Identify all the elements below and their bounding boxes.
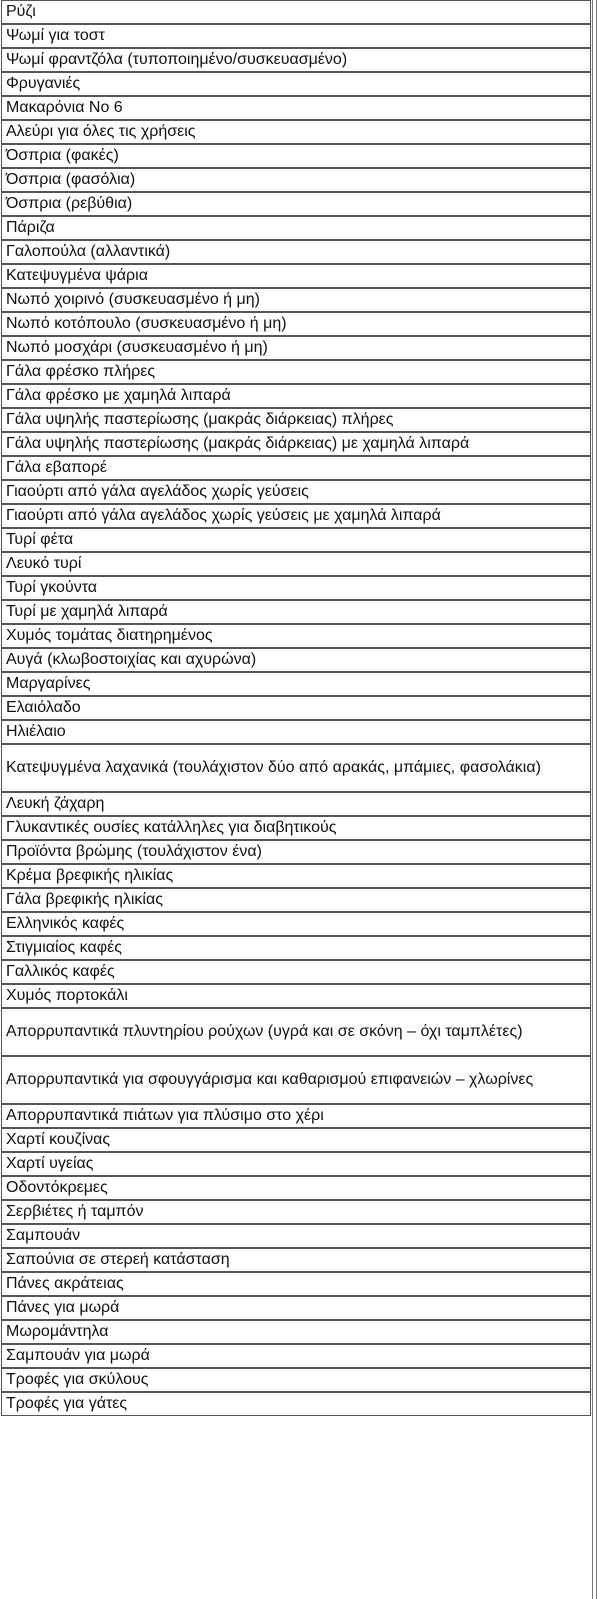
table-row: [1, 1248, 591, 1272]
table-row: [1, 960, 591, 984]
product-name-cell: Απορρυπαντικά για σφουγγάρισμα και καθαρισμού επιφανειών – χλωρίνες: [1, 1056, 591, 1104]
table-row: [1, 0, 591, 24]
table-row: [1, 48, 591, 72]
table-row: [1, 1344, 591, 1368]
product-name-cell: Γάλα υψηλής παστερίωσης (μακράς διάρκειας) πλήρες: [1, 408, 591, 432]
table-row: [1, 984, 591, 1008]
product-name-cell: Ψωμί για τοστ: [1, 24, 591, 48]
product-name-cell: Χυμός τομάτας διατηρημένος: [1, 624, 591, 648]
table-row: [1, 432, 591, 456]
product-name-cell: Κατεψυγμένα ψάρια: [1, 264, 591, 288]
product-name-cell: Σαμπουάν για μωρά: [1, 1344, 591, 1368]
product-name-cell: Απορρυπαντικά πλυντηρίου ρούχων (υγρά και σε σκόνη – όχι ταμπλέτες): [1, 1008, 591, 1056]
table-row: [1, 96, 591, 120]
table-row: [1, 792, 591, 816]
table-row: [1, 24, 591, 48]
table-row: [1, 696, 591, 720]
table-row: [1, 720, 591, 744]
product-name-cell: Ελαιόλαδο: [1, 696, 591, 720]
table-row: [1, 672, 591, 696]
table-row: [1, 288, 591, 312]
table-row: [1, 744, 591, 792]
table-row: [1, 360, 591, 384]
product-name-cell: Γάλα φρέσκο πλήρες: [1, 360, 591, 384]
table-row: [1, 816, 591, 840]
table-row: [1, 1368, 591, 1392]
product-name-cell: Οδοντόκρεμες: [1, 1176, 591, 1200]
table-row: [1, 936, 591, 960]
product-name-cell: Όσπρια (φακές): [1, 144, 591, 168]
product-name-cell: Σαπούνια σε στερεή κατάσταση: [1, 1248, 591, 1272]
table-row: [1, 312, 591, 336]
product-name-cell: Μωρομάντηλα: [1, 1320, 591, 1344]
table-row: [1, 1104, 591, 1128]
product-name-cell: Μακαρόνια Νο 6: [1, 96, 591, 120]
product-name-cell: Τυρί με χαμηλά λιπαρά: [1, 600, 591, 624]
product-name-cell: Πάνες για μωρά: [1, 1296, 591, 1320]
table-row: [1, 144, 591, 168]
product-name-cell: Ρύζι: [1, 0, 591, 24]
table-row: [1, 1200, 591, 1224]
table-row: [1, 912, 591, 936]
table-row: [1, 1176, 591, 1200]
table-row: [1, 240, 591, 264]
table-row: [1, 552, 591, 576]
product-name-cell: Ηλιέλαιο: [1, 720, 591, 744]
product-name-cell: Πάνες ακράτειας: [1, 1272, 591, 1296]
table-row: [1, 456, 591, 480]
table-row: [1, 1152, 591, 1176]
product-name-cell: Απορρυπαντικά πιάτων για πλύσιμο στο χέρι: [1, 1104, 591, 1128]
table-row: [1, 1008, 591, 1056]
product-name-cell: Ελληνικός καφές: [1, 912, 591, 936]
table-row: [1, 600, 591, 624]
product-name-cell: Γλυκαντικές ουσίες κατάλληλες για διαβητικούς: [1, 816, 591, 840]
table-row: [1, 864, 591, 888]
product-name-cell: Χυμός πορτοκάλι: [1, 984, 591, 1008]
product-name-cell: Κρέμα βρεφικής ηλικίας: [1, 864, 591, 888]
product-name-cell: Γιαούρτι από γάλα αγελάδος χωρίς γεύσεις με χαμηλά λιπαρά: [1, 504, 591, 528]
product-name-cell: Όσπρια (φασόλια): [1, 168, 591, 192]
product-name-cell: Γαλοπούλα (αλλαντικά): [1, 240, 591, 264]
product-name-cell: Αυγά (κλωβοστοιχίας και αχυρώνα): [1, 648, 591, 672]
product-name-cell: Γαλλικός καφές: [1, 960, 591, 984]
table-row: [1, 1128, 591, 1152]
product-name-cell: Κατεψυγμένα λαχανικά (τουλάχιστον δύο από αρακάς, μπάμιες, φασολάκια): [1, 744, 591, 792]
product-list-table: [1, 0, 591, 1416]
product-name-cell: Προϊόντα βρώμης (τουλάχιστον ένα): [1, 840, 591, 864]
product-name-cell: Γάλα φρέσκο με χαμηλά λιπαρά: [1, 384, 591, 408]
table-row: [1, 648, 591, 672]
product-name-cell: Γάλα βρεφικής ηλικίας: [1, 888, 591, 912]
product-name-cell: Λευκή ζάχαρη: [1, 792, 591, 816]
table-row: [1, 216, 591, 240]
product-name-cell: Νωπό μοσχάρι (συσκευασμένο ή μη): [1, 336, 591, 360]
table-row: [1, 408, 591, 432]
table-row: [1, 384, 591, 408]
table-row: [1, 168, 591, 192]
product-name-cell: Χαρτί υγείας: [1, 1152, 591, 1176]
product-name-cell: Τυρί φέτα: [1, 528, 591, 552]
product-name-cell: Πάριζα: [1, 216, 591, 240]
product-name-cell: Όσπρια (ρεβύθια): [1, 192, 591, 216]
product-name-cell: Αλεύρι για όλες τις χρήσεις: [1, 120, 591, 144]
product-name-cell: Ψωμί φραντζόλα (τυποποιημένο/συσκευασμένο): [1, 48, 591, 72]
table-row: [1, 72, 591, 96]
product-name-cell: Μαργαρίνες: [1, 672, 591, 696]
table-row: [1, 1224, 591, 1248]
table-row: [1, 1056, 591, 1104]
table-row: [1, 336, 591, 360]
table-row: [1, 528, 591, 552]
product-list-body: [1, 0, 591, 1416]
table-row: [1, 1320, 591, 1344]
table-row: [1, 840, 591, 864]
table-row: [1, 1392, 591, 1416]
product-name-cell: Φρυγανιές: [1, 72, 591, 96]
right-border-line: [592, 0, 593, 1599]
table-row: [1, 504, 591, 528]
table-row: [1, 264, 591, 288]
table-row: [1, 480, 591, 504]
table-row: [1, 120, 591, 144]
table-row: [1, 1296, 591, 1320]
product-name-cell: Νωπό κοτόπουλο (συσκευασμένο ή μη): [1, 312, 591, 336]
product-name-cell: Στιγμιαίος καφές: [1, 936, 591, 960]
product-name-cell: Χαρτί κουζίνας: [1, 1128, 591, 1152]
product-name-cell: Γάλα εβαπορέ: [1, 456, 591, 480]
product-name-cell: Γάλα υψηλής παστερίωσης (μακράς διάρκειας) με χαμηλά λιπαρά: [1, 432, 591, 456]
product-name-cell: Σαμπουάν: [1, 1224, 591, 1248]
table-row: [1, 192, 591, 216]
product-name-cell: Σερβιέτες ή ταμπόν: [1, 1200, 591, 1224]
table-row: [1, 1272, 591, 1296]
product-name-cell: Λευκό τυρί: [1, 552, 591, 576]
product-name-cell: Γιαούρτι από γάλα αγελάδος χωρίς γεύσεις: [1, 480, 591, 504]
product-name-cell: Τροφές για γάτες: [1, 1392, 591, 1416]
table-row: [1, 888, 591, 912]
product-name-cell: Τυρί γκούντα: [1, 576, 591, 600]
product-name-cell: Τροφές για σκύλους: [1, 1368, 591, 1392]
table-row: [1, 624, 591, 648]
product-name-cell: Νωπό χοιρινό (συσκευασμένο ή μη): [1, 288, 591, 312]
table-row: [1, 576, 591, 600]
